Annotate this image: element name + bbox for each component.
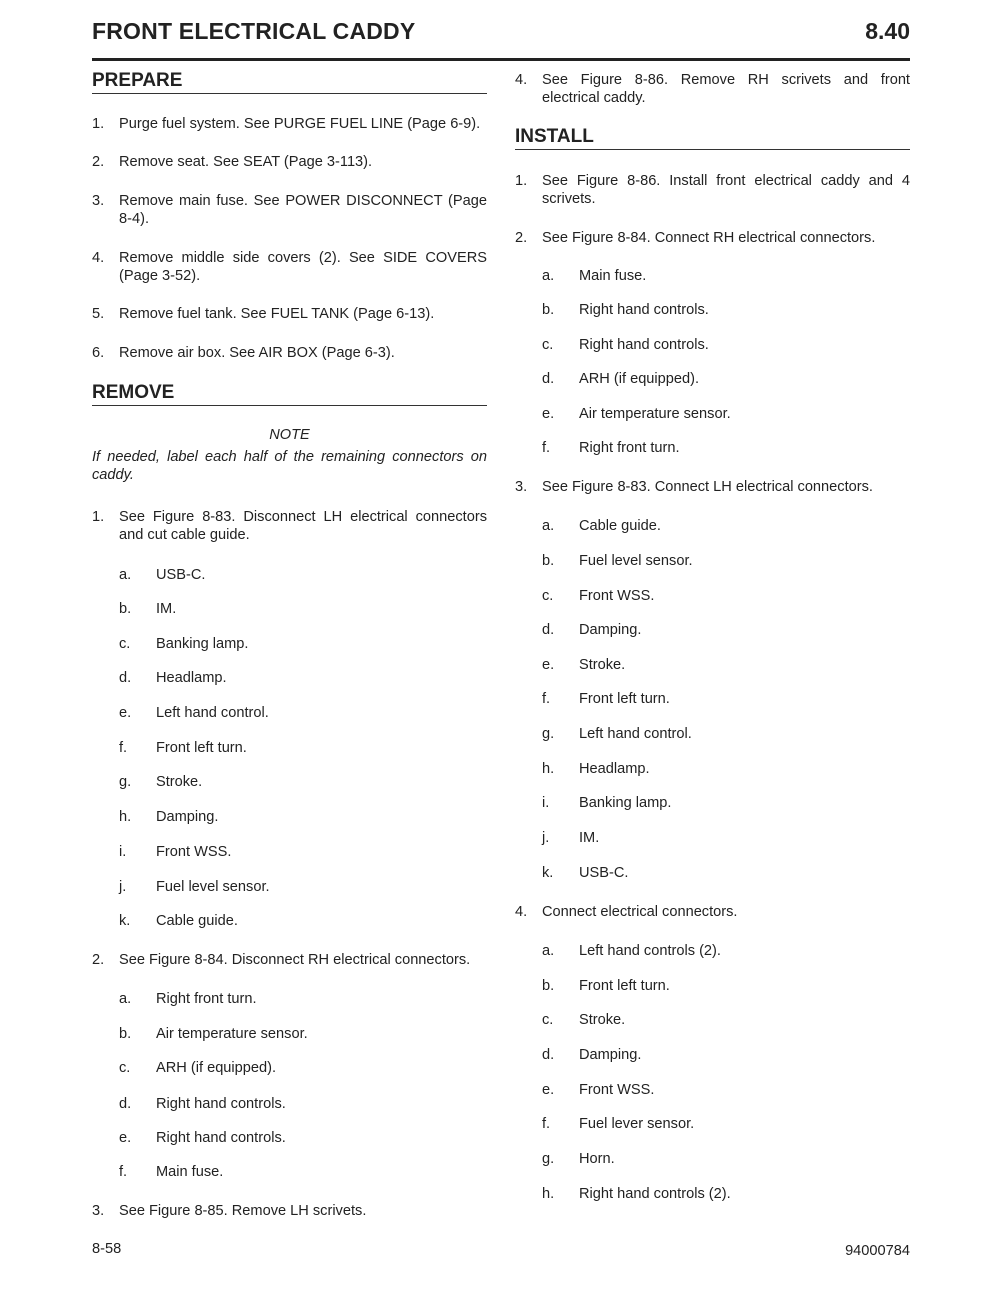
sub-text: Left hand control. bbox=[156, 705, 269, 721]
sub-letter: e. bbox=[542, 657, 555, 673]
document-number: 94000784 bbox=[845, 1243, 910, 1259]
sub-letter: e. bbox=[542, 1082, 555, 1098]
sub-letter: a. bbox=[542, 518, 555, 534]
sub-text: Fuel level sensor. bbox=[579, 553, 693, 569]
sub-letter: g. bbox=[119, 774, 132, 790]
sub-letter: c. bbox=[119, 636, 131, 652]
step-text: Remove air box. See AIR BOX (Page 6-3). bbox=[119, 345, 395, 361]
sub-text: USB-C. bbox=[579, 865, 629, 881]
sub-letter: g. bbox=[542, 726, 555, 742]
sub-letter: d. bbox=[542, 371, 555, 387]
sub-text: Right hand controls. bbox=[579, 302, 709, 318]
sub-letter: i. bbox=[542, 795, 550, 811]
sub-letter: f. bbox=[542, 440, 551, 456]
sub-letter: f. bbox=[119, 740, 128, 756]
sub-text: Front left turn. bbox=[579, 978, 670, 994]
sub-text: Main fuse. bbox=[156, 1164, 224, 1180]
sub-text: Damping. bbox=[579, 1047, 642, 1063]
sub-letter: f. bbox=[542, 1116, 551, 1132]
sub-text: Horn. bbox=[579, 1151, 615, 1167]
prepare-heading: PREPARE bbox=[92, 70, 487, 94]
sub-text: Right hand controls. bbox=[156, 1130, 286, 1146]
sub-letter: e. bbox=[119, 705, 132, 721]
sub-text: Right hand controls. bbox=[156, 1096, 286, 1112]
sub-text: Front WSS. bbox=[579, 588, 655, 604]
step-number: 2. bbox=[515, 230, 528, 246]
sub-letter: k. bbox=[542, 865, 554, 881]
sub-text: Headlamp. bbox=[156, 670, 227, 686]
sub-text: Front WSS. bbox=[156, 844, 232, 860]
sub-text: Banking lamp. bbox=[579, 795, 672, 811]
step-number: 1. bbox=[92, 509, 105, 525]
sub-text: Front left turn. bbox=[579, 691, 670, 707]
sub-text: Headlamp. bbox=[579, 761, 650, 777]
sub-letter: h. bbox=[542, 1186, 555, 1202]
sub-letter: j. bbox=[542, 830, 550, 846]
sub-letter: d. bbox=[542, 1047, 555, 1063]
sub-letter: i. bbox=[119, 844, 127, 860]
step-text: See Figure 8-86. Install front electrical caddy and 4 scrivets. bbox=[542, 173, 910, 207]
step-text: Remove fuel tank. See FUEL TANK (Page 6-13). bbox=[119, 306, 435, 322]
step-text: See Figure 8-84. Disconnect RH electrical connectors. bbox=[119, 952, 471, 968]
sub-letter: k. bbox=[119, 913, 131, 929]
step-text: Purge fuel system. See PURGE FUEL LINE (Page 6-9). bbox=[119, 116, 481, 132]
header-divider bbox=[92, 58, 910, 61]
section-number: 8.40 bbox=[865, 18, 910, 44]
sub-text: Stroke. bbox=[579, 657, 626, 673]
step-text: Remove seat. See SEAT (Page 3-113). bbox=[119, 154, 373, 170]
step-number: 1. bbox=[515, 173, 528, 189]
sub-text: IM. bbox=[156, 601, 177, 617]
sub-text: Front WSS. bbox=[579, 1082, 655, 1098]
sub-letter: a. bbox=[119, 567, 132, 583]
sub-letter: a. bbox=[119, 991, 132, 1007]
sub-letter: g. bbox=[542, 1151, 555, 1167]
page-number: 8-58 bbox=[92, 1241, 122, 1257]
sub-text: Cable guide. bbox=[579, 518, 661, 534]
sub-text: USB-C. bbox=[156, 567, 206, 583]
remove-heading: REMOVE bbox=[92, 382, 487, 406]
step-text: See Figure 8-86. Remove RH scrivets and front electrical caddy. bbox=[542, 72, 910, 106]
step-number: 4. bbox=[515, 904, 528, 920]
sub-letter: d. bbox=[119, 1096, 132, 1112]
step-text: See Figure 8-84. Connect RH electrical connectors. bbox=[542, 230, 876, 246]
sub-text: Cable guide. bbox=[156, 913, 238, 929]
sub-letter: h. bbox=[542, 761, 555, 777]
sub-text: Fuel lever sensor. bbox=[579, 1116, 695, 1132]
step-number: 1. bbox=[92, 116, 105, 132]
note-text: If needed, label each half of the remaining connectors on caddy. bbox=[92, 449, 487, 483]
sub-letter: j. bbox=[119, 879, 127, 895]
sub-text: Air temperature sensor. bbox=[156, 1026, 308, 1042]
sub-text: Front left turn. bbox=[156, 740, 247, 756]
step-number: 2. bbox=[92, 952, 105, 968]
sub-letter: f. bbox=[119, 1164, 128, 1180]
sub-letter: d. bbox=[542, 622, 555, 638]
note-label: NOTE bbox=[269, 427, 310, 443]
step-number: 5. bbox=[92, 306, 105, 322]
sub-letter: c. bbox=[542, 1012, 554, 1028]
sub-letter: h. bbox=[119, 809, 132, 825]
sub-letter: e. bbox=[542, 406, 555, 422]
sub-text: Damping. bbox=[579, 622, 642, 638]
sub-text: Right front turn. bbox=[579, 440, 680, 456]
sub-text: Left hand controls (2). bbox=[579, 943, 721, 959]
sub-letter: b. bbox=[542, 553, 555, 569]
sub-letter: b. bbox=[119, 1026, 132, 1042]
sub-letter: a. bbox=[542, 943, 555, 959]
sub-letter: b. bbox=[542, 978, 555, 994]
sub-letter: e. bbox=[119, 1130, 132, 1146]
sub-text: ARH (if equipped). bbox=[156, 1060, 277, 1076]
sub-letter: c. bbox=[542, 588, 554, 604]
sub-letter: d. bbox=[119, 670, 132, 686]
sub-letter: c. bbox=[542, 337, 554, 353]
sub-letter: b. bbox=[119, 601, 132, 617]
sub-text: Stroke. bbox=[156, 774, 203, 790]
step-text: See Figure 8-83. Disconnect LH electrical connectors and cut cable guide. bbox=[119, 509, 487, 543]
sub-text: Right hand controls. bbox=[579, 337, 709, 353]
step-text: Remove main fuse. See POWER DISCONNECT (Page 8-4). bbox=[119, 193, 487, 227]
sub-text: Damping. bbox=[156, 809, 219, 825]
sub-text: Stroke. bbox=[579, 1012, 626, 1028]
step-text: Remove middle side covers (2). See SIDE COVERS (Page 3-52). bbox=[119, 250, 487, 284]
step-number: 2. bbox=[92, 154, 105, 170]
step-number: 3. bbox=[515, 479, 528, 495]
sub-text: Banking lamp. bbox=[156, 636, 249, 652]
step-number: 4. bbox=[515, 72, 528, 88]
sub-text: Left hand control. bbox=[579, 726, 692, 742]
sub-text: Right hand controls (2). bbox=[579, 1186, 731, 1202]
sub-text: Fuel level sensor. bbox=[156, 879, 270, 895]
step-number: 4. bbox=[92, 250, 105, 266]
sub-text: Air temperature sensor. bbox=[579, 406, 731, 422]
install-heading: INSTALL bbox=[515, 126, 910, 150]
sub-text: ARH (if equipped). bbox=[579, 371, 700, 387]
step-text: See Figure 8-85. Remove LH scrivets. bbox=[119, 1203, 367, 1219]
step-number: 6. bbox=[92, 345, 105, 361]
sub-letter: f. bbox=[542, 691, 551, 707]
sub-letter: c. bbox=[119, 1060, 131, 1076]
step-text: Connect electrical connectors. bbox=[542, 904, 738, 920]
sub-text: Right front turn. bbox=[156, 991, 257, 1007]
step-number: 3. bbox=[92, 193, 105, 209]
step-number: 3. bbox=[92, 1203, 105, 1219]
sub-text: Main fuse. bbox=[579, 268, 647, 284]
sub-letter: a. bbox=[542, 268, 555, 284]
sub-text: IM. bbox=[579, 830, 600, 846]
page-title: FRONT ELECTRICAL CADDY bbox=[92, 18, 416, 44]
step-text: See Figure 8-83. Connect LH electrical connectors. bbox=[542, 479, 873, 495]
sub-letter: b. bbox=[542, 302, 555, 318]
